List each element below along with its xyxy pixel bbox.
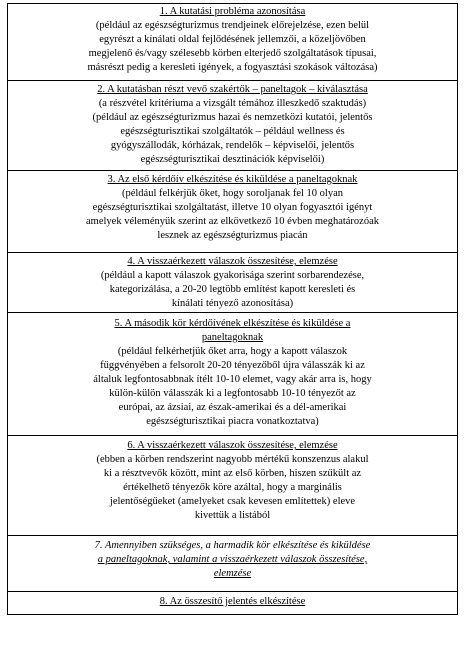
step-description-line: (például a kapott válaszok gyakorisága szerint sorbarendezése, xyxy=(100,270,365,281)
step-description-line: (például felkérjük őket, hogy soroljanak fel 10 olyan xyxy=(121,188,344,199)
step-description-line: egészségturisztikai piacra vonatkoztatva) xyxy=(146,416,319,427)
step-title: 5. A második kör kérdőívének elkészítése és kiküldése a xyxy=(114,318,351,329)
step-description-line: kategorizálása, a 20-20 legtöbb említést kapott keresleti és xyxy=(109,284,356,295)
step-box-7 xyxy=(7,535,458,592)
step-title-continued: elemzése xyxy=(213,568,252,579)
step-title: 1. A kutatási probléma azonosítása xyxy=(159,6,306,17)
step-box-4 xyxy=(7,252,458,313)
step-description-line: európai, az ázsiai, az észak-amerikai és a dél-amerikai xyxy=(118,402,347,413)
step-description-line: egészségturisztikai desztinációk képviselői) xyxy=(140,154,325,165)
step-description-line: egyrészt a kínálati oldal fejlődésének jellemzői, a közeljövőben xyxy=(99,34,366,45)
step-description-line: értékelhető tényezők köre azáltal, hogy a marginális xyxy=(123,482,342,493)
step-description-line: ki a résztvevők között, mint az első körben, hiszen szűkült az xyxy=(103,468,362,479)
step-title: 3. Az első kérdőív elkészítése és kiküldése a paneltagoknak xyxy=(107,174,358,185)
step-description-line: egészségturisztikai szolgáltatást, illetve 10 olyan fogyasztói igényt xyxy=(92,202,373,213)
step-description-line: függvényében a felsorolt 20-20 tényezőből újra válasszák ki az xyxy=(100,360,365,371)
process-steps xyxy=(7,3,458,615)
step-description-line: kínálati tényező azonosítása) xyxy=(171,298,294,309)
step-description-line: külön-külön válasszák ki a legfontosabb 10-10 tényezőt az xyxy=(109,388,356,399)
step-box-5 xyxy=(7,312,458,436)
step-title: 6. A visszaérkezett válaszok összesítése, elemzése xyxy=(127,440,338,451)
step-title-continued: a paneltagoknak, valamint a visszaérkezett válaszok összesítése, xyxy=(97,554,368,565)
step-title: 8. Az összesítő jelentés elkészítése xyxy=(159,596,306,607)
step-box-6 xyxy=(7,435,458,536)
step-description-line: megjelenő és/vagy szélesebb körben elterjedő szolgáltatások típusai, xyxy=(88,48,377,59)
step-description-line: amelyek véleményük szerint az elkövetkező 10 évben meghatározóak xyxy=(86,216,379,227)
step-box-1 xyxy=(7,3,458,81)
step-description-line: egészségturisztikai szolgáltatók – például wellness és xyxy=(120,126,345,137)
step-description-line: általuk legfontosabbnak ítélt 10-10 elemet, vagy akár arra is, hogy xyxy=(93,374,372,385)
step-description-line: másrészt pedig a keresleti igények, a fogyasztási szokások változása) xyxy=(87,62,378,73)
step-title: 4. A visszaérkezett válaszok összesítése, elemzése xyxy=(127,256,338,267)
step-description-line: jelentőségűeket (amelyeket csak kevesen említettek) eleve xyxy=(109,496,356,507)
step-title: 7. Amennyiben szükséges, a harmadik kör elkészítése és kiküldése xyxy=(94,540,371,551)
step-description-line: (ebben a körben rendszerint nagyobb mértékű konszenzus alakul xyxy=(96,454,369,465)
step-description-line: (a részvétel kritériuma a vizsgált témához illeszkedő szaktudás) xyxy=(98,98,367,109)
step-title: 2. A kutatásban részt vevő szakértők – paneltagok – kiválasztása xyxy=(97,84,368,95)
step-description-line: (például felkérhetjük őket arra, hogy a kapott válaszok xyxy=(117,346,348,357)
step-description-line: (például az egészségturizmus trendjeinek előrejelzése, ezen belül xyxy=(95,20,370,31)
step-box-3 xyxy=(7,170,458,253)
step-description-line: lesznek az egészségturizmus piacán xyxy=(157,230,308,241)
step-description-line: gyógyszállodák, kórházak, rendelők – képviselői, jelentős xyxy=(110,140,355,151)
step-title-continued: paneltagoknak xyxy=(201,332,264,343)
step-box-8 xyxy=(7,591,458,615)
step-description-line: (például az egészségturizmus hazai és nemzetközi kutatói, jelentős xyxy=(92,112,373,123)
step-box-2 xyxy=(7,80,458,171)
step-description-line: kivettük a listából xyxy=(194,510,271,521)
